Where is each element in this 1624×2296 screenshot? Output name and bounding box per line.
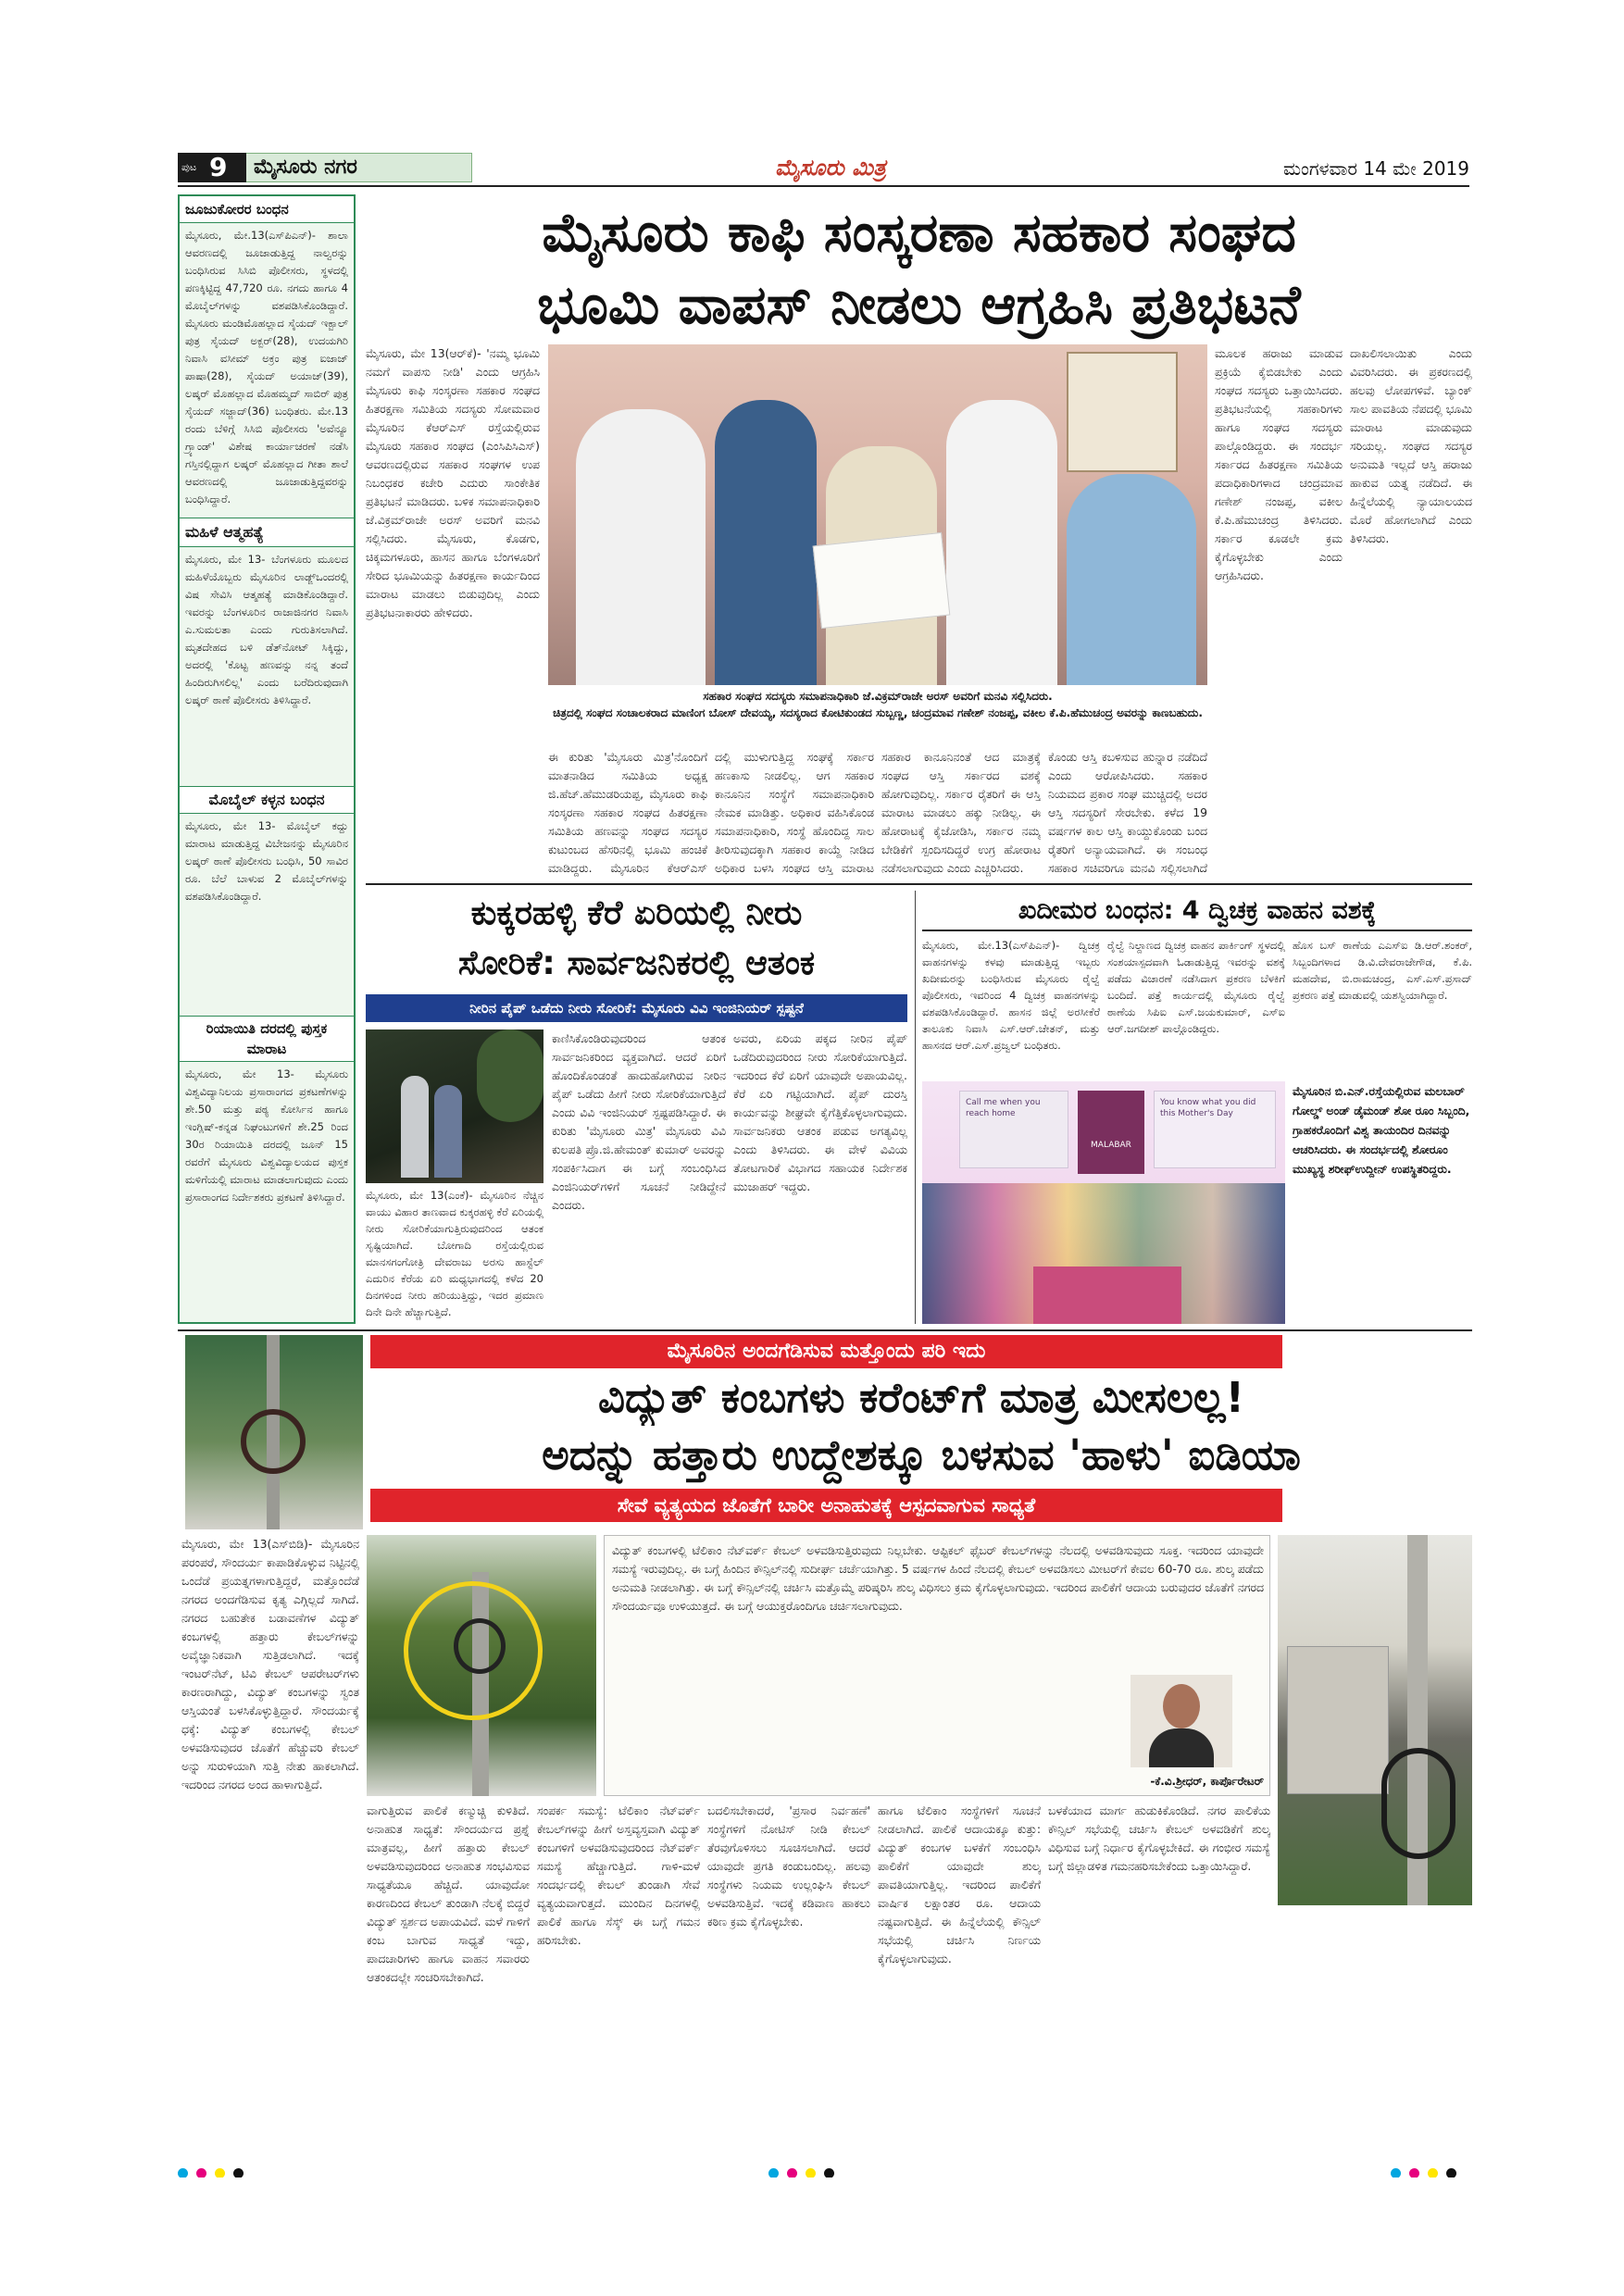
story1-bottom-rule [366, 883, 1472, 885]
story1-caption-1: ಸಹಕಾರ ಸಂಘದ ಸದಸ್ಯರು ಸಮಾಪನಾಧಿಕಾರಿ ಜೆ.ವಿಕ್ರಮ್‌ರಾಜೇ ಅರಸ್ ಅವರಿಗೆ ಮನವಿ ಸಲ್ಲಿಸಿದರು. [703, 690, 1053, 703]
story5-quote-text: ವಿದ್ಯುತ್ ಕಂಬಗಳಲ್ಲಿ ಟೆಲಿಕಾಂ ನೆಟ್‌ವರ್ಕ್ ಕೇಬಲ್ ಅಳವಡಿಸುತ್ತಿರುವುದು ನಿಲ್ಲಬೇಕು. ಆಪ್ಟಿಕಲ್ ಫೈಬರ್ ಕೇಬಲ್‌ಗಳನ್ನು ನೆಲದಲ್ಲಿ ಅಳವಡಿಸುವುದು ಸೂಕ್ತ. ಇದರಿಂದ ಯಾವುದೇ ಸಮಸ್ಯೆ ಇರುವುದಿಲ್ಲ. ಈ ಬಗ್ಗೆ ಹಿಂದಿನ ಕೌನ್ಸಿಲ್‌ನಲ್ಲಿ ಸುದೀರ್ಘ ಚರ್ಚೆಯಾಗಿತ್ತು. 5 ವರ್ಷಗಳ ಹಿಂದೆ ನೆಲದಲ್ಲಿ ಕೇಬಲ್ ಅಳವಡಿಸಲು ಮೀಟರ್‌ಗೆ ಕೇವಲ 60-70 ರೂ. ಶುಲ್ಕ ಪಡೆದು ಅನುಮತಿ ನೀಡಲಾಗಿತ್ತು. ಈ ಬಗ್ಗೆ ಕೌನ್ಸಿಲ್‌ನಲ್ಲಿ ಚರ್ಚಿಸಿ ಮತ್ತೊಮ್ಮೆ ಪರಿಷ್ಕರಿಸಿ ಶುಲ್ಕ ವಿಧಿಸಲು ಕ್ರಮ ಕೈಗೊಳ್ಳಲಾಗುವುದು. ಇದರಿಂದ ಪಾಲಿಕೆಗೆ ಆದಾಯ ಬರುವುದರ ಜೊತೆಗೆ ನಗರದ ಸೌಂದರ್ಯವೂ ಉಳಿಯುತ್ತದೆ. ಈ ಬಗ್ಗೆ ಆಯುಕ್ತರೊಂದಿಗೂ ಚರ್ಚಿಸಲಾಗುವುದು. [612, 1543, 1264, 1613]
story1-col-6: ಮೂಲಕ ಹರಾಜು ಮಾಡುವ ಪ್ರಕ್ರಿಯೆ ಕೈಬಿಡಬೇಕು ಎಂದು ಸಂಘದ ಸದಸ್ಯರು ಒತ್ತಾಯಿಸಿದರು. ಪ್ರತಿಭಟನೆಯಲ್ಲಿ ಸಹಕಾರಿಗಳು ಹಾಗೂ ಸಂಘದ ಸದಸ್ಯರು ಪಾಲ್ಗೊಂಡಿದ್ದರು. ಈ ಸಂದರ್ಭ ಸರ್ಕಾರದ ಹಿತರಕ್ಷಣಾ ಸಮಿತಿಯ ಪದಾಧಿಕಾರಿಗಳಾದ ಚಂದ್ರಮಾವ ಗಣೇಶ್ ನಂಜಪ್ಪ, ವಕೀಲ ಕೆ.ಪಿ.ಹೆಮುಚಂದ್ರ ತಿಳಿಸಿದರು. ಸರ್ಕಾರ ಕೂಡಲೇ ಕ್ರಮ ಕೈಗೊಳ್ಳಬೇಕು ಎಂದು ಆಗ್ರಹಿಸಿದರು. [1215, 346, 1343, 582]
story4-brand-text: MALABAR [1091, 1141, 1131, 1150]
story2-photo [366, 1029, 543, 1183]
story4-photo-banner [959, 1091, 1068, 1168]
mid-page-rule [178, 1329, 1472, 1331]
brief-books-body: ಮೈಸೂರು, ಮೇ 13- ಮೈಸೂರು ವಿಶ್ವವಿದ್ಯಾನಿಲಯ ಪ್ರಸಾರಾಂಗದ ಪ್ರಕಟಣೆಗಳನ್ನು ಶೇ.50 ಮತ್ತು ಪಠ್ಯ ಕೋರ್ಸಿನ ಹಾಗೂ ಇಂಗ್ಲಿಷ್-ಕನ್ನಡ ನಿಘಂಟುಗಳಿಗೆ ಶೇ.25 ರಿಂದ 30ರ ರಿಯಾಯಿತಿ ದರದಲ್ಲಿ ಜೂನ್ 15 ರವರೆಗೆ ಮೈಸೂರು ವಿಶ್ವವಿದ್ಯಾಲಯದ ಪುಸ್ತಕ ಮಳಿಗೆಯಲ್ಲಿ ಮಾರಾಟ ಮಾಡಲಾಗುವುದು ಎಂದು ಪ್ರಸಾರಾಂಗದ ನಿರ್ದೇಶಕರು ಪ್ರಕಟಣೆ ತಿಳಿಸಿದ್ದಾರೆ. [185, 1067, 348, 1204]
brief-suicide-title: ಮಹಿಳೆ ಆತ್ಮಹತ್ಯೆ [180, 518, 354, 547]
story1-col-1: ಮೈಸೂರು, ಮೇ 13(ಆರ್‌ಕೆ)- 'ನಮ್ಮ ಭೂಮಿ ನಮಗೆ ವಾಪಸು ನೀಡಿ' ಎಂದು ಆಗ್ರಹಿಸಿ ಮೈಸೂರು ಕಾಫಿ ಸಂಸ್ಕರಣಾ ಸಹಕಾರ ಸಂಘದ ಹಿತರಕ್ಷಣಾ ಸಮಿತಿಯ ಸದಸ್ಯರು ಸೋಮವಾರ ಮೈಸೂರಿನ ಕೆಆರ್‌ಎಸ್ ರಸ್ತೆಯಲ್ಲಿರುವ ಮೈಸೂರು ಸಹಕಾರ ಸಂಘದ (ಎಂಸಿಪಿಸಿಎಸ್) ಆವರಣದಲ್ಲಿರುವ ಸಹಕಾರ ಸಂಘಗಳ ಉಪ ನಿಬಂಧಕರ ಕಚೇರಿ ಎದುರು ಸಾಂಕೇತಿಕ ಪ್ರತಿಭಟನೆ ಮಾಡಿದರು. ಬಳಿಕ ಸಮಾಪನಾಧಿಕಾರಿ ಜೆ.ವಿಕ್ರಮ್‌ರಾಜೇ ಅರಸ್ ಅವರಿಗೆ ಮನವಿ ಸಲ್ಲಿಸಿದರು. ಮೈಸೂರು, ಕೊಡಗು, ಚಿಕ್ಕಮಗಳೂರು, ಹಾಸನ ಹಾಗೂ ಬೆಂಗಳೂರಿಗೆ ಸೇರಿದ ಭೂಮಿಯನ್ನು ಹಿತರಕ್ಷಣಾ ಕಾರ್ಯದಿಂದ ಮಾರಾಟ ಮಾಡಲು ಬಿಡುವುದಿಲ್ಲ ಎಂದು ಪ್ರತಿಭಟನಾಕಾರರು ಹೇಳಿದರು. [366, 346, 540, 619]
story3-headline: ಖದೀಮರ ಬಂಧನ: 4 ದ್ವಿಚಕ್ರ ವಾಹನ ವಶಕ್ಕೆ [922, 891, 1472, 931]
story5-tree-cable-coil [454, 1618, 506, 1674]
story5-pole-photo-right [1278, 1535, 1472, 1905]
story5-right-cable-bundle [1381, 1748, 1455, 1859]
story1-photo-person-2 [715, 400, 817, 685]
story4-caption: ಮೈಸೂರಿನ ಬಿ.ಎನ್.ರಸ್ತೆಯಲ್ಲಿರುವ ಮಲಬಾರ್ ಗೋಲ್ಡ್ ಅಂಡ್ ಡೈಮಂಡ್ ಶೋ ರೂಂ ಸಿಬ್ಬಂದಿ, ಗ್ರಾಹಕರೊಂದಿಗೆ ವಿಶ್ವ ತಾಯಂದಿರ ದಿನವನ್ನು ಆಚರಿಸಿದರು. ಈ ಸಂದರ್ಭದಲ್ಲಿ ಶೋರೂಂ ಮುಖ್ಯಸ್ಥ ಶರೀಫ್‌ಉದ್ದೀನ್ ಉಪಸ್ಥಿತರಿದ್ದರು. [1293, 1084, 1470, 1176]
story1-photo-person-4 [946, 400, 1057, 685]
page-number-box [178, 153, 246, 182]
issue-date: ಮಂಗಳವಾರ 14 ಮೇ 2019 [1282, 157, 1469, 180]
story5-corporator-photo [1131, 1675, 1232, 1767]
story3-col-2: ರೈಲ್ವೆ ನಿಲ್ದಾಣದ ದ್ವಿಚಕ್ರ ವಾಹನ ಪಾರ್ಕಿಂಗ್ ಸ್ಥಳದಲ್ಲಿ ಸಂಶಯಾಸ್ಪದವಾಗಿ ಓಡಾಡುತ್ತಿದ್ದ ಇವರನ್ನು ವಶಕ್ಕೆ ಪಡೆದು ವಿಚಾರಣೆ ನಡೆಸಿದಾಗ ಪ್ರಕರಣ ಬೆಳಕಿಗೆ ಬಂದಿದೆ. ಪತ್ತೆ ಕಾರ್ಯದಲ್ಲಿ ಮೈಸೂರು ರೈಲ್ವೆ ಠಾಣೆಯ ಸಿಪಿಐ ಎಸ್.ಜಯಕುಮಾರ್, ಎಸ್‌ಐ ಆರ್.ಜಗದೀಶ್ ಪಾಲ್ಗೊಂಡಿದ್ದರು. [1107, 939, 1285, 1035]
story5-corporator-head [1163, 1684, 1200, 1728]
brief-books-title: ರಿಯಾಯಿತಿ ದರದಲ್ಲಿ ಪುಸ್ತಕ ಮಾರಾಟ [180, 1016, 354, 1062]
story1-caption-2: ಚಿತ್ರದಲ್ಲಿ ಸಂಘದ ಸಂಚಾಲಕರಾದ ಮಾಣಿಂಗ ಬೋಸ್ ದೇವಯ್ಯ, ಸದಸ್ಯರಾದ ಕೋಟಿಕುಂಡದ ಸುಬ್ಬಣ್ಣ, ಚಂದ್ರಮಾವ ಗಣೇಶ್ ನಂಜಪ್ಪ, ವಕೀಲ ಕೆ.ಪಿ.ಹೆಮುಚಂದ್ರ ಅವರನ್ನು ಕಾಣಬಹುದು. [553, 706, 1203, 719]
story5-inset-photo [185, 1335, 363, 1529]
story5-col-5: ಹಾಗೂ ಟೆಲಿಕಾಂ ಸಂಸ್ಥೆಗಳಿಗೆ ಸೂಚನೆ ನೀಡಲಾಗಿದೆ. ಪಾಲಿಕೆ ಆದಾಯಕ್ಕೂ ಕುತ್ತು: ವಿದ್ಯುತ್ ಕಂಬಗಳ ಬಳಕೆಗೆ ಸಂಬಂಧಿಸಿ ಪಾಲಿಕೆಗೆ ಯಾವುದೇ ಶುಲ್ಕ ಪಾವತಿಯಾಗುತ್ತಿಲ್ಲ. ಇದರಿಂದ ಪಾಲಿಕೆಗೆ ವಾರ್ಷಿಕ ಲಕ್ಷಾಂತರ ರೂ. ಆದಾಯ ನಷ್ಟವಾಗುತ್ತಿದೆ. ಈ ಹಿನ್ನೆಲೆಯಲ್ಲಿ ಕೌನ್ಸಿಲ್ ಸಭೆಯಲ್ಲಿ ಚರ್ಚಿಸಿ ನಿರ್ಣಯ ಕೈಗೊಳ್ಳಲಾಗುವುದು. [878, 1803, 1041, 1965]
story3-col-1: ಮೈಸೂರು, ಮೇ.13(ಎಸ್‌ಪಿಎನ್)- ದ್ವಿಚಕ್ರ ವಾಹನಗಳನ್ನು ಕಳವು ಮಾಡುತ್ತಿದ್ದ ಇಬ್ಬರು ಖದೀಮರನ್ನು ಬಂಧಿಸಿರುವ ಮೈಸೂರು ರೈಲ್ವೆ ಪೊಲೀಸರು, ಇವರಿಂದ 4 ದ್ವಿಚಕ್ರ ವಾಹನಗಳನ್ನು ವಶಪಡಿಸಿಕೊಂಡಿದ್ದಾರೆ. ಹಾಸನ ಜಿಲ್ಲೆ ಅರಸೀಕೆರೆ ತಾಲೂಕು ನಿವಾಸಿ ಎಸ್.ಆರ್.ಚೇತನ್, ಮತ್ತು ಹಾಸನದ ಆರ್.ಎಸ್.ಪ್ರಜ್ವಲ್ ಬಂಧಿತರು. [922, 939, 1100, 1052]
header-rule [178, 185, 1469, 187]
story1-col-3: ದಲ್ಲಿ ಮುಳುಗುತ್ತಿದ್ದ ಸಂಘಕ್ಕೆ ಸರ್ಕಾರ ಹಣಕಾಸು ನೀಡಲಿಲ್ಲ. ಆಗ ಸಹಕಾರ ಕಾನೂನಿನ ಸಂಸ್ಥೆಗೆ ಸಮಾಪನಾಧಿಕಾರಿ ನೇಮಕ ಮಾಡಿತ್ತು. ಅಧಿಕಾರ ವಹಿಸಿಕೊಂಡ ಸಮಾಪನಾಧಿಕಾರಿ, ಸಂಸ್ಥೆ ಹೊಂದಿದ್ದ ಸಾಲ ತೀರಿಸುವುದಕ್ಕಾಗಿ ಸಹಕಾರ ಕಾಯ್ದೆ ನೀಡಿದ ಅಧಿಕಾರ ಬಳಸಿ ಸಂಘದ ಆಸ್ತಿ ಮಾರಾಟ [715, 750, 874, 875]
page-label: ಪುಟ [181, 161, 197, 173]
story2-subhead: ನೀರಿನ ಪೈಪ್ ಒಡೆದು ನೀರು ಸೋರಿಕೆ: ಮೈಸೂರು ವಿವಿ ಇಂಜಿನಿಯರ್ ಸ್ಪಷ್ಟನೆ [366, 994, 907, 1022]
masthead-logo: ಮೈಸೂರು ಮಿತ್ರ [775, 155, 886, 181]
registration-dots-center [768, 2165, 852, 2177]
story1-col-2: ಈ ಕುರಿತು 'ಮೈಸೂರು ಮಿತ್ರ'ನೊಂದಿಗೆ ಮಾತನಾಡಿದ ಸಮಿತಿಯ ಅಧ್ಯಕ್ಷ ಜಿ.ಹೆಚ್.ಹೆಮುಡರಿಯಪ್ಪ, ಮೈಸೂರು ಕಾಫಿ ಸಂಸ್ಕರಣಾ ಸಹಕಾರ ಸಂಘದ ಹಿತರಕ್ಷಣಾ ಸಮಿತಿಯ ಹಣವನ್ನು ಸಂಘದ ಸದಸ್ಯರ ಕುಟುಂಬದ ಹೆಸರಿನಲ್ಲಿ ಭೂಮಿ ಹಂಚಿಕೆ ಮಾಡಿದ್ದರು. ಮೈಸೂರಿನ ಕೆಆರ್‌ಎಸ್ [548, 750, 707, 875]
story5-quote-sign: -ಕೆ.ವಿ.ಶ್ರೀಧರ್, ಕಾರ್ಪೊರೇಟರ್ [1150, 1775, 1264, 1788]
story5-col-4: ಬದಲಿಸಬೇಕಾದರೆ, 'ಪ್ರಸಾರ ನಿರ್ವಹಣೆ' ಸಂಸ್ಥೆಗಳಿಗೆ ನೋಟಿಸ್ ನೀಡಿ ಕೇಬಲ್ ತೆರವುಗೊಳಿಸಲು ಸೂಚಿಸಲಾಗಿದೆ. ಆದರೆ ಯಾವುದೇ ಪ್ರಗತಿ ಕಂಡುಬಂದಿಲ್ಲ. ಹಲವು ಸಂಸ್ಥೆಗಳು ನಿಯಮ ಉಲ್ಲಂಘಿಸಿ ಕೇಬಲ್ ಅಳವಡಿಸುತ್ತಿವೆ. ಇದಕ್ಕೆ ಕಡಿವಾಣ ಹಾಕಲು ಕಠಿಣ ಕ್ರಮ ಕೈಗೊಳ್ಳಬೇಕು. [707, 1803, 870, 1928]
story4-photo-table [1033, 1267, 1181, 1324]
story1-headline-1: ಮೈಸೂರು ಕಾಫಿ ಸಂಸ್ಕರಣಾ ಸಹಕಾರ ಸಂಘದ [542, 201, 1296, 264]
story4-card-text: You know what you did this Mother's Day [1160, 1098, 1256, 1118]
story2-headline-1: ಕುಕ್ಕರಹಳ್ಳಿ ಕೆರೆ ಏರಿಯಲ್ಲಿ ನೀರು [470, 894, 803, 932]
story4-photo [922, 1081, 1285, 1324]
brief-gambling-body: ಮೈಸೂರು, ಮೇ.13(ಎಸ್‌ಪಿಎನ್)- ಶಾಲಾ ಆವರಣದಲ್ಲಿ ಜೂಜಾಡುತ್ತಿದ್ದ ನಾಲ್ವರನ್ನು ಬಂಧಿಸಿರುವ ಸಿಸಿಬಿ ಪೊಲೀಸರು, ಸ್ಥಳದಲ್ಲಿ ಪಣಕ್ಕಿಟ್ಟಿದ್ದ 47,720 ರೂ. ನಗದು ಹಾಗೂ 4 ಮೊಬೈಲ್‌ಗಳನ್ನು ವಶಪಡಿಸಿಕೊಂಡಿದ್ದಾರೆ. ಮೈಸೂರು ಮಂಡಿಮೊಹಲ್ಲಾದ ಸೈಯದ್ ಇಕ್ಬಾಲ್ ಪುತ್ರ ಸೈಯದ್ ಅಕ್ಬರ್(28), ಉದಯಗಿರಿ ನಿವಾಸಿ ವಸೀಮ್ ಅಕ್ರಂ ಪುತ್ರ ಐಜಾಜ್ ಪಾಷಾ(28), ಸೈಯದ್ ಅಯಾಜ್(39), ಲಷ್ಕರ್ ಮೊಹಲ್ಲಾದ ಮೊಹಮ್ಮದ್ ಸಾಬಿರ್ ಪುತ್ರ ಸೈಯದ್ ಸಜ್ಜಾದ್(36) ಬಂಧಿತರು. ಮೇ.13 ರಂದು ಬೆಳಿಗ್ಗೆ ಸಿಸಿಬಿ ಪೊಲೀಸರು 'ಅವೆನ್ಯೂ ಗ್ರ್ಯಾಂಡ್' ವಿಶೇಷ ಕಾರ್ಯಾಚರಣೆ ನಡೆಸಿ ಗಸ್ತಿನಲ್ಲಿದ್ದಾಗ ಲಷ್ಕರ್ ಮೊಹಲ್ಲಾದ ಗೀತಾ ಶಾಲೆ ಆವರಣದಲ್ಲಿ ಜೂಜಾಡುತ್ತಿದ್ದವರನ್ನು ಬಂಧಿಸಿದ್ದಾರೆ. [185, 229, 348, 505]
story4-banner-text: Call me when you reach home [966, 1098, 1041, 1118]
story1-photo-wall-frame [1067, 352, 1178, 472]
story4-photo-card [1154, 1091, 1276, 1168]
story5-kicker: ಮೈಸೂರಿನ ಅಂದಗೆಡಿಸುವ ಮತ್ತೊಂದು ಪರಿ ಇದು [370, 1335, 1282, 1368]
story1-photo-document [813, 532, 951, 629]
story5-inset-cable-coil [241, 1409, 306, 1474]
story5-right-building [1287, 1646, 1389, 1794]
story2-photo-person-1 [401, 1076, 429, 1178]
story5-col-6: ಬಳಕೆಯಾದ ಮಾರ್ಗ ಹುಡುಕಿಕೊಂಡಿದೆ. ನಗರ ಪಾಲಿಕೆಯ ಕೌನ್ಸಿಲ್ ಸಭೆಯಲ್ಲಿ ಚರ್ಚಿಸಿ ಕೇಬಲ್ ಅಳವಡಿಕೆಗೆ ಶುಲ್ಕ ವಿಧಿಸುವ ಬಗ್ಗೆ ನಿರ್ಧಾರ ಕೈಗೊಳ್ಳಬೇಕಿದೆ. ಈ ಗಂಭೀರ ಸಮಸ್ಯೆ ಬಗ್ಗೆ ಜಿಲ್ಲಾಡಳಿತ ಗಮನಹರಿಸಬೇಕೆಂದು ಒತ್ತಾಯಿಸಿದ್ದಾರೆ. [1048, 1803, 1270, 1873]
story2-photo-tree [477, 1029, 543, 1122]
page-number: 9 [209, 153, 228, 182]
brief-mobile-title: ಮೊಬೈಲ್ ಕಳ್ಳನ ಬಂಧನ [180, 786, 354, 814]
story2-caption-body: ಮೈಸೂರು, ಮೇ 13(ಎಂಕೆ)- ಮೈಸೂರಿನ ನೆಚ್ಚಿನ ವಾಯು ವಿಹಾರ ತಾಣವಾದ ಕುಕ್ಕರಹಳ್ಳಿ ಕೆರೆ ಏರಿಯಲ್ಲಿ ನೀರು ಸೋರಿಕೆಯಾಗುತ್ತಿರುವುದರಿಂದ ಆತಂಕ ಸೃಷ್ಟಿಯಾಗಿದೆ. ಬೋಗಾದಿ ರಸ್ತೆಯಲ್ಲಿರುವ ಮಾನಸಗಂಗೋತ್ರಿ ದೇವರಾಜು ಅರಸು ಹಾಸ್ಟೆಲ್ ಎದುರಿನ ಕೆರೆಯ ಏರಿ ಮಧ್ಯಭಾಗದಲ್ಲಿ ಕಳೆದ 20 ದಿನಗಳಿಂದ ನೀರು ಹರಿಯುತ್ತಿದ್ದು, ಇದರ ಪ್ರಮಾಣ ದಿನೇ ದಿನೇ ಹೆಚ್ಚಾಗುತ್ತಿದೆ. [366, 1189, 543, 1318]
story5-subhead: ಸೇವೆ ವ್ಯತ್ಯಯದ ಜೊತೆಗೆ ಬಾರೀ ಅನಾಹುತಕ್ಕೆ ಆಸ್ಪದವಾಗುವ ಸಾಧ್ಯತೆ [370, 1489, 1282, 1522]
story1-col-7: ದಾಖಲಿಸಲಾಯಿತು ಎಂದು ವಿವರಿಸಿದರು. ಈ ಪ್ರಕರಣದಲ್ಲಿ ಹಲವು ಲೋಪಗಳಿವೆ. ಬ್ಯಾಂಕ್ ಸಾಲ ಪಾವತಿಯ ನೆಪದಲ್ಲಿ ಭೂಮಿ ಮಾರಾಟ ಮಾಡುವುದು ಸರಿಯಲ್ಲ. ಸಂಘದ ಸದಸ್ಯರ ಅನುಮತಿ ಇಲ್ಲದೆ ಆಸ್ತಿ ಹರಾಜು ಹಾಕುವ ಯತ್ನ ನಡೆದಿದೆ. ಈ ಹಿನ್ನೆಲೆಯಲ್ಲಿ ನ್ಯಾಯಾಲಯದ ಮೊರೆ ಹೋಗಲಾಗಿದೆ ಎಂದು ತಿಳಿಸಿದರು. [1350, 346, 1472, 545]
story1-photo [548, 344, 1207, 685]
story2-col-2: ಅವರು, ಏರಿಯ ಪಕ್ಕದ ನೀರಿನ ಪೈಪ್ ಒಡೆದಿರುವುದರಿಂದ ನೀರು ಸೋರಿಕೆಯಾಗುತ್ತಿದೆ. ಇದರಿಂದ ಕೆರೆ ಏರಿಗೆ ಯಾವುದೇ ಅಪಾಯವಿಲ್ಲ. ಕೆರೆ ಏರಿ ಗಟ್ಟಿಯಾಗಿದೆ. ಪೈಪ್ ದುರಸ್ತಿ ಕಾರ್ಯವನ್ನು ಶೀಘ್ರವೇ ಕೈಗೆತ್ತಿಕೊಳ್ಳಲಾಗುವುದು. ಸಾರ್ವಜನಿಕರು ಆತಂಕ ಪಡುವ ಅಗತ್ಯವಿಲ್ಲ ಎಂದು ತಿಳಿಸಿದರು. ಈ ವೇಳೆ ವಿವಿಯ ತೋಟಗಾರಿಕೆ ವಿಭಾಗದ ಸಹಾಯಕ ನಿರ್ದೇಶಕ ಮುಜಾಹರ್ ಇದ್ದರು. [733, 1031, 907, 1193]
registration-dots-right [1391, 2165, 1474, 2177]
story1-photo-person-1 [576, 409, 706, 685]
story5-col-6b [1278, 1911, 1472, 2146]
section-name: ಮೈಸೂರು ನಗರ [254, 156, 357, 179]
story1-col-4: ಸಹಕಾರ ಕಾನೂನಿನಂತೆ ಆದ ಮಾತ್ರಕ್ಕೆ ಸಂಘದ ಆಸ್ತಿ ಸರ್ಕಾರದ ವಶಕ್ಕೆ ಹೋಗುವುದಿಲ್ಲ. ಸರ್ಕಾರ ರೈತರಿಗೆ ಈ ಆಸ್ತಿ ಮಾರಾಟ ಮಾಡಲು ಹಕ್ಕು ನೀಡಿಲ್ಲ. ಈ ಹೋರಾಟಕ್ಕೆ ಕೈಜೋಡಿಸಿ, ಸರ್ಕಾರ ನಮ್ಮ ಬೇಡಿಕೆಗೆ ಸ್ಪಂದಿಸದಿದ್ದರೆ ಉಗ್ರ ಹೋರಾಟ ನಡೆಸಲಾಗುವುದು ಎಂದು ಎಚ್ಚರಿಸಿದರು. [881, 750, 1041, 875]
story1-photo-person-5 [1067, 474, 1196, 685]
story2-col-1: ಕಾಣಿಸಿಕೊಂಡಿರುವುದರಿಂದ ಆತಂಕ ಸಾರ್ವಜನಿಕರಿಂದ ವ್ಯಕ್ತವಾಗಿದೆ. ಆದರೆ ಏರಿಗೆ ಹೊಂದಿಕೊಂಡಂತೆ ಹಾದುಹೋಗಿರುವ ನೀರಿನ ಪೈಪ್ ಒಡೆದು ಹೀಗೆ ನೀರು ಸೋರಿಕೆಯಾಗುತ್ತಿದೆ ಎಂದು ವಿವಿ ಇಂಜಿನಿಯರ್ ಸ್ಪಷ್ಟಪಡಿಸಿದ್ದಾರೆ. ಈ ಕುರಿತು 'ಮೈಸೂರು ಮಿತ್ರ' ಮೈಸೂರು ವಿವಿ ಕುಲಪತಿ ಪ್ರೊ.ಜಿ.ಹೇಮಂತ್ ಕುಮಾರ್ ಅವರನ್ನು ಸಂಪರ್ಕಿಸಿದಾಗ ಈ ಬಗ್ಗೆ ಸಂಬಂಧಿಸಿದ ಎಂಜಿನಿಯರ್‌ಗಳಿಗೆ ಸೂಚನೆ ನೀಡಿದ್ದೇನೆ ಎಂದರು. [552, 1031, 726, 1212]
brief-mobile-body: ಮೈಸೂರು, ಮೇ 13- ಮೊಬೈಲ್ ಕದ್ದು ಮಾರಾಟ ಮಾಡುತ್ತಿದ್ದ ವಿಬೇಜನನ್ನು ಮೈಸೂರಿನ ಲಷ್ಕರ್ ಠಾಣೆ ಪೊಲೀಸರು ಬಂಧಿಸಿ, 50 ಸಾವಿರ ರೂ. ಬೆಲೆ ಬಾಳುವ 2 ಮೊಬೈಲ್‌ಗಳನ್ನು ವಶಪಡಿಸಿಕೊಂಡಿದ್ದಾರೆ. [185, 819, 348, 903]
story5-col-1: ಮೈಸೂರು, ಮೇ 13(ಎಸ್‌ಬಿಡಿ)- ಮೈಸೂರಿನ ಪರಂಪರೆ, ಸೌಂದರ್ಯ ಕಾಪಾಡಿಕೊಳ್ಳುವ ನಿಟ್ಟಿನಲ್ಲಿ ಒಂದೆಡೆ ಪ್ರಯತ್ನಗಳಾಗುತ್ತಿದ್ದರೆ, ಮತ್ತೊಂದೆಡೆ ನಗರದ ಅಂದಗೆಡಿಸುವ ಕೃತ್ಯ ಎಗ್ಗಿಲ್ಲದೆ ಸಾಗಿದೆ. ನಗರದ ಬಹುತೇಕ ಬಡಾವಣೆಗಳ ವಿದ್ಯುತ್ ಕಂಬಗಳಲ್ಲಿ ಹತ್ತಾರು ಕೇಬಲ್‌ಗಳನ್ನು ಅವೈಜ್ಞಾನಿಕವಾಗಿ ಸುತ್ತಿಡಲಾಗಿದೆ. ಇದಕ್ಕೆ ಇಂಟರ್‌ನೆಟ್, ಟಿವಿ ಕೇಬಲ್ ಆಪರೇಟರ್‌ಗಳು ಕಾರಣರಾಗಿದ್ದು, ವಿದ್ಯುತ್ ಕಂಬಗಳನ್ನು ಸ್ವಂತ ಆಸ್ತಿಯಂತೆ ಬಳಸಿಕೊಳ್ಳುತ್ತಿದ್ದಾರೆ. ಸೌಂದರ್ಯಕ್ಕೆ ಧಕ್ಕೆ: ವಿದ್ಯುತ್ ಕಂಬಗಳಲ್ಲಿ ಕೇಬಲ್ ಅಳವಡಿಸುವುದರ ಜೊತೆಗೆ ಹೆಚ್ಚುವರಿ ಕೇಬಲ್ ಅನ್ನು ಸುರುಳಿಯಾಗಿ ಸುತ್ತಿ ನೇತು ಹಾಕಲಾಗಿದೆ. ಇದರಿಂದ ನಗರದ ಅಂದ ಹಾಳಾಗುತ್ತಿದೆ. [181, 1537, 359, 1791]
story5-col-2: ವಾಗುತ್ತಿರುವ ಪಾಲಿಕೆ ಕಣ್ಮುಚ್ಚಿ ಕುಳಿತಿದೆ. ಅನಾಹುತ ಸಾಧ್ಯತೆ: ಸೌಂದರ್ಯದ ಪ್ರಶ್ನೆ ಮಾತ್ರವಲ್ಲ, ಹೀಗೆ ಹತ್ತಾರು ಕೇಬಲ್ ಅಳವಡಿಸುವುದರಿಂದ ಅನಾಹುತ ಸಂಭವಿಸುವ ಸಾಧ್ಯತೆಯೂ ಹೆಚ್ಚಿದೆ. ಯಾವುದೋ ಕಾರಣದಿಂದ ಕೇಬಲ್ ತುಂಡಾಗಿ ನೆಲಕ್ಕೆ ಬಿದ್ದರೆ ವಿದ್ಯುತ್ ಸ್ಪರ್ಶದ ಅಪಾಯವಿದೆ. ಮಳೆ ಗಾಳಿಗೆ ಕಂಬ ಬಾಗುವ ಸಾಧ್ಯತೆ ಇದ್ದು, ಪಾದಚಾರಿಗಳು ಹಾಗೂ ವಾಹನ ಸವಾರರು ಆತಂಕದಲ್ಲೇ ಸಂಚರಿಸಬೇಕಾಗಿದೆ. [367, 1803, 530, 1984]
story5-headline-1: ವಿದ್ಯುತ್ ಕಂಬಗಳು ಕರೆಂಟ್‌ಗೆ ಮಾತ್ರ ಮೀಸಲಲ್ಲ! [598, 1373, 1244, 1422]
story5-corporator-shoulders [1149, 1728, 1214, 1767]
story3-col-3: ಹೊಸ ಬಸ್ ಠಾಣೆಯ ಎಎಸ್‌ಐ ಡಿ.ಆರ್.ಶಂಕರ್, ಸಿಬ್ಬಂದಿಗಳಾದ ಡಿ.ವಿ.ದೇವರಾಜೇಗೌಡ, ಕೆ.ಪಿ. ಮಹದೇವ, ಬಿ.ರಾಮಚಂದ್ರ, ಎಸ್.ಎಸ್.ಪ್ರಸಾದ್ ಪ್ರಕರಣ ಪತ್ತೆ ಮಾಡುವಲ್ಲಿ ಯಶಸ್ವಿಯಾಗಿದ್ದಾರೆ. [1293, 939, 1472, 1002]
brief-gambling-title: ಜೂಜುಕೋರರ ಬಂಧನ [180, 196, 354, 223]
story5-headline-2: ಅದನ್ನು ಹತ್ತಾರು ಉದ್ದೇಶಕ್ಕೂ ಬಳಸುವ 'ಹಾಳು' ಐಡಿಯಾ [542, 1430, 1301, 1479]
story2-photo-person-2 [434, 1085, 462, 1178]
left-briefs-column [178, 194, 356, 1324]
page-header [178, 153, 1469, 182]
story-divider-vertical [915, 891, 916, 1324]
brief-suicide-body: ಮೈಸೂರು, ಮೇ 13- ಬೆಂಗಳೂರು ಮೂಲದ ಮಹಿಳೆಯೊಬ್ಬರು ಮೈಸೂರಿನ ಲಾಡ್ಜ್‌ಒಂದರಲ್ಲಿ ವಿಷ ಸೇವಿಸಿ ಆತ್ಮಹತ್ಯೆ ಮಾಡಿಕೊಂಡಿದ್ದಾರೆ. ಇವರನ್ನು ಬೆಂಗಳೂರಿನ ರಾಜಾಜಿನಗರ ನಿವಾಸಿ ಎ.ಸುಮಲತಾ ಎಂದು ಗುರುತಿಸಲಾಗಿದೆ. ಮೃತದೇಹದ ಬಳಿ ಡೆತ್‌ನೋಟ್ ಸಿಕ್ಕಿದ್ದು, ಅದರಲ್ಲಿ 'ಕೊಟ್ಟ ಹಣವನ್ನು ನನ್ನ ತಂದೆ ಹಿಂದಿರುಗಿಸಲಿಲ್ಲ' ಎಂದು ಬರೆದಿರುವುದಾಗಿ ಲಷ್ಕರ್ ಠಾಣೆ ಪೊಲೀಸರು ತಿಳಿಸಿದ್ದಾರೆ. [185, 553, 348, 706]
story2-headline-2: ಸೋರಿಕೆ: ಸಾರ್ವಜನಿಕರಲ್ಲಿ ಆತಂಕ [457, 944, 816, 982]
registration-dots-left [178, 2165, 261, 2177]
story4-photo-logo-board [1078, 1091, 1144, 1174]
story5-quote-box [604, 1535, 1270, 1796]
story5-tree-photo [367, 1535, 596, 1796]
story1-col-5: ಕೊಂಡು ಆಸ್ತಿ ಕಬಳಿಸುವ ಹುನ್ನಾರ ನಡೆದಿದೆ ಎಂದು ಆರೋಪಿಸಿದರು. ಸಹಕಾರ ನಿಯಮದ ಪ್ರಕಾರ ಸಂಘ ಮುಚ್ಚಿದಲ್ಲಿ ಅದರ ಆಸ್ತಿ ಸದಸ್ಯರಿಗೆ ಸೇರಬೇಕು. ಕಳೆದ 19 ವರ್ಷಗಳ ಕಾಲ ಆಸ್ತಿ ಕಾಯ್ದುಕೊಂಡು ಬಂದ ರೈತರಿಗೆ ಅನ್ಯಾಯವಾಗಿದೆ. ಈ ಸಂಬಂಧ ಸಹಕಾರ ಸಚಿವರಿಗೂ ಮನವಿ ಸಲ್ಲಿಸಲಾಗಿದೆ [1048, 750, 1207, 875]
story1-headline-2: ಭೂಮಿ ವಾಪಸ್ ನೀಡಲು ಆಗ್ರಹಿಸಿ ಪ್ರತಿಭಟನೆ [537, 273, 1301, 336]
story5-col-3: ಸಂಪರ್ಕ ಸಮಸ್ಯೆ: ಟೆಲಿಕಾಂ ನೆಟ್‌ವರ್ಕ್ ಕೇಬಲ್‌ಗಳನ್ನು ಹೀಗೆ ಅಸ್ತವ್ಯಸ್ತವಾಗಿ ವಿದ್ಯುತ್ ಕಂಬಗಳಿಗೆ ಅಳವಡಿಸುವುದರಿಂದ ನೆಟ್‌ವರ್ಕ್ ಸಮಸ್ಯೆ ಹೆಚ್ಚಾಗುತ್ತಿದೆ. ಗಾಳಿ-ಮಳೆ ಸಂದರ್ಭದಲ್ಲಿ ಕೇಬಲ್ ತುಂಡಾಗಿ ಸೇವೆ ವ್ಯತ್ಯಯವಾಗುತ್ತದೆ. ಮುಂದಿನ ದಿನಗಳಲ್ಲಿ ಪಾಲಿಕೆ ಹಾಗೂ ಸೆಸ್ಕ್ ಈ ಬಗ್ಗೆ ಗಮನ ಹರಿಸಬೇಕು. [537, 1803, 700, 1947]
